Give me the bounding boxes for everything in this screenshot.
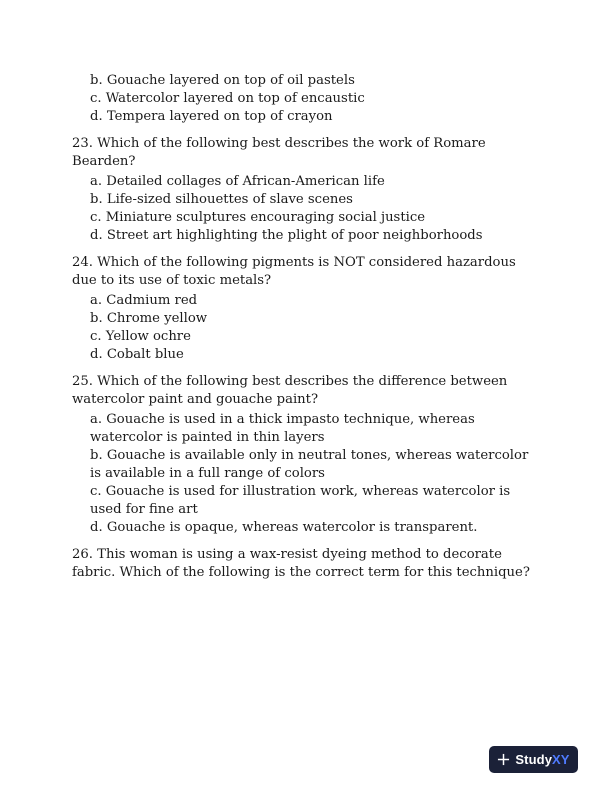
question-stem: 26. This woman is using a wax-resist dyeing method to decorate fabric. Which of the following is the correct term for this technique? <box>72 547 530 580</box>
option-c: c. Yellow ochre <box>90 329 191 344</box>
question-stem: 25. Which of the following best describes the difference between watercolor paint and gouache paint? <box>72 374 508 407</box>
page-content <box>72 72 542 584</box>
answer-options <box>72 411 542 537</box>
question-stem: 24. Which of the following pigments is NOT considered hazardous due to its use of toxic metals? <box>72 255 516 288</box>
option-b: b. Life-sized silhouettes of slave scenes <box>90 192 353 207</box>
studyxy-badge[interactable] <box>489 746 578 773</box>
answer-options <box>72 173 542 245</box>
question-24 <box>72 254 542 364</box>
badge-accent: XY <box>552 752 570 767</box>
question-25 <box>72 373 542 537</box>
option-d: d. Tempera layered on top of crayon <box>90 109 333 124</box>
question-23 <box>72 135 542 245</box>
option-d: d. Street art highlighting the plight of poor neighborhoods <box>90 228 483 243</box>
option-c: c. Watercolor layered on top of encaustic <box>90 91 365 106</box>
option-d: d. Gouache is opaque, whereas watercolor is transparent. <box>90 520 478 535</box>
option-b: b. Gouache is available only in neutral tones, whereas watercolor is available in a full range of colors <box>90 448 529 481</box>
answer-options <box>72 292 542 364</box>
question-stem: 23. Which of the following best describes the work of Romare Bearden? <box>72 136 486 169</box>
option-c: c. Miniature sculptures encouraging social justice <box>90 210 426 225</box>
plus-icon <box>497 753 510 766</box>
continued-options <box>72 72 542 126</box>
option-c: c. Gouache is used for illustration work, whereas watercolor is used for fine art <box>90 484 511 517</box>
option-a: a. Cadmium red <box>90 293 198 308</box>
option-d: d. Cobalt blue <box>90 347 184 362</box>
question-26 <box>72 546 542 582</box>
option-a: a. Detailed collages of African-American life <box>90 174 385 189</box>
option-b: b. Chrome yellow <box>90 311 208 326</box>
badge-brand: Study <box>515 752 553 767</box>
option-a: a. Gouache is used in a thick impasto technique, whereas watercolor is painted in thin layers <box>90 412 475 445</box>
option-b: b. Gouache layered on top of oil pastels <box>90 73 355 88</box>
badge-logo-text <box>515 752 569 767</box>
